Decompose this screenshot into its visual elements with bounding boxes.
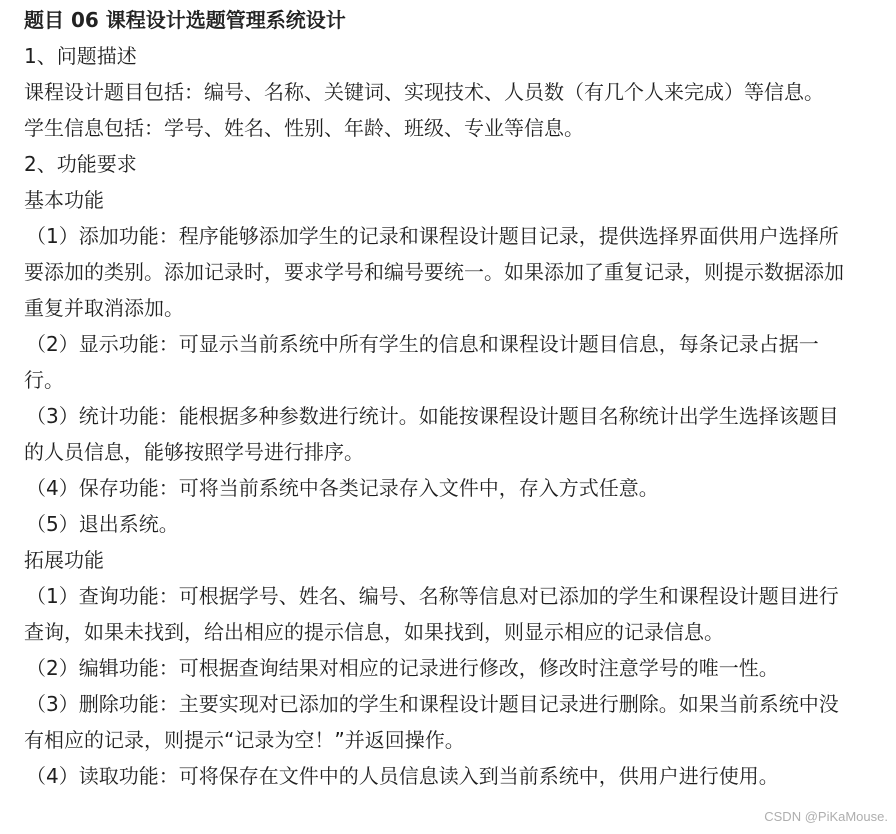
basic-item-statistics: （3）统计功能：能根据多种参数进行统计。如能按课程设计题目名称统计出学生选择该题目的人员信息，能够按照学号进行排序。 <box>24 404 839 464</box>
topic-info-paragraph: 课程设计题目包括：编号、名称、关键词、实现技术、人员数（有几个人来完成）等信息。 <box>24 80 824 104</box>
extended-functions-heading: 拓展功能 <box>24 548 104 572</box>
basic-item-exit: （5）退出系统。 <box>26 512 179 536</box>
ext-item-delete: （3）删除功能：主要实现对已添加的学生和课程设计题目记录进行删除。如果当前系统中没有相应的记录，则提示“记录为空！”并返回操作。 <box>24 692 839 752</box>
section-heading-problem: 1、问题描述 <box>24 44 137 68</box>
document-body <box>24 6 854 794</box>
basic-item-save: （4）保存功能：可将当前系统中各类记录存入文件中，存入方式任意。 <box>26 476 659 500</box>
watermark: CSDN @PiKaMouse. <box>764 809 888 824</box>
ext-item-read: （4）读取功能：可将保存在文件中的人员信息读入到当前系统中，供用户进行使用。 <box>26 764 779 788</box>
basic-functions-heading: 基本功能 <box>24 188 104 212</box>
student-info-paragraph: 学生信息包括：学号、姓名、性别、年龄、班级、专业等信息。 <box>24 116 584 140</box>
ext-item-query: （1）查询功能：可根据学号、姓名、编号、名称等信息对已添加的学生和课程设计题目进行查询，如果未找到，给出相应的提示信息，如果找到，则显示相应的记录信息。 <box>24 584 839 644</box>
basic-item-add: （1）添加功能：程序能够添加学生的记录和课程设计题目记录，提供选择界面供用户选择所要添加的类别。添加记录时，要求学号和编号要统一。如果添加了重复记录，则提示数据添加重复并取消添加。 <box>24 224 844 320</box>
basic-item-display: （2）显示功能：可显示当前系统中所有学生的信息和课程设计题目信息，每条记录占据一行。 <box>24 332 819 392</box>
ext-item-edit: （2）编辑功能：可根据查询结果对相应的记录进行修改，修改时注意学号的唯一性。 <box>26 656 779 680</box>
section-heading-requirements: 2、功能要求 <box>24 152 137 176</box>
page-title: 题目 06 课程设计选题管理系统设计 <box>24 8 346 32</box>
